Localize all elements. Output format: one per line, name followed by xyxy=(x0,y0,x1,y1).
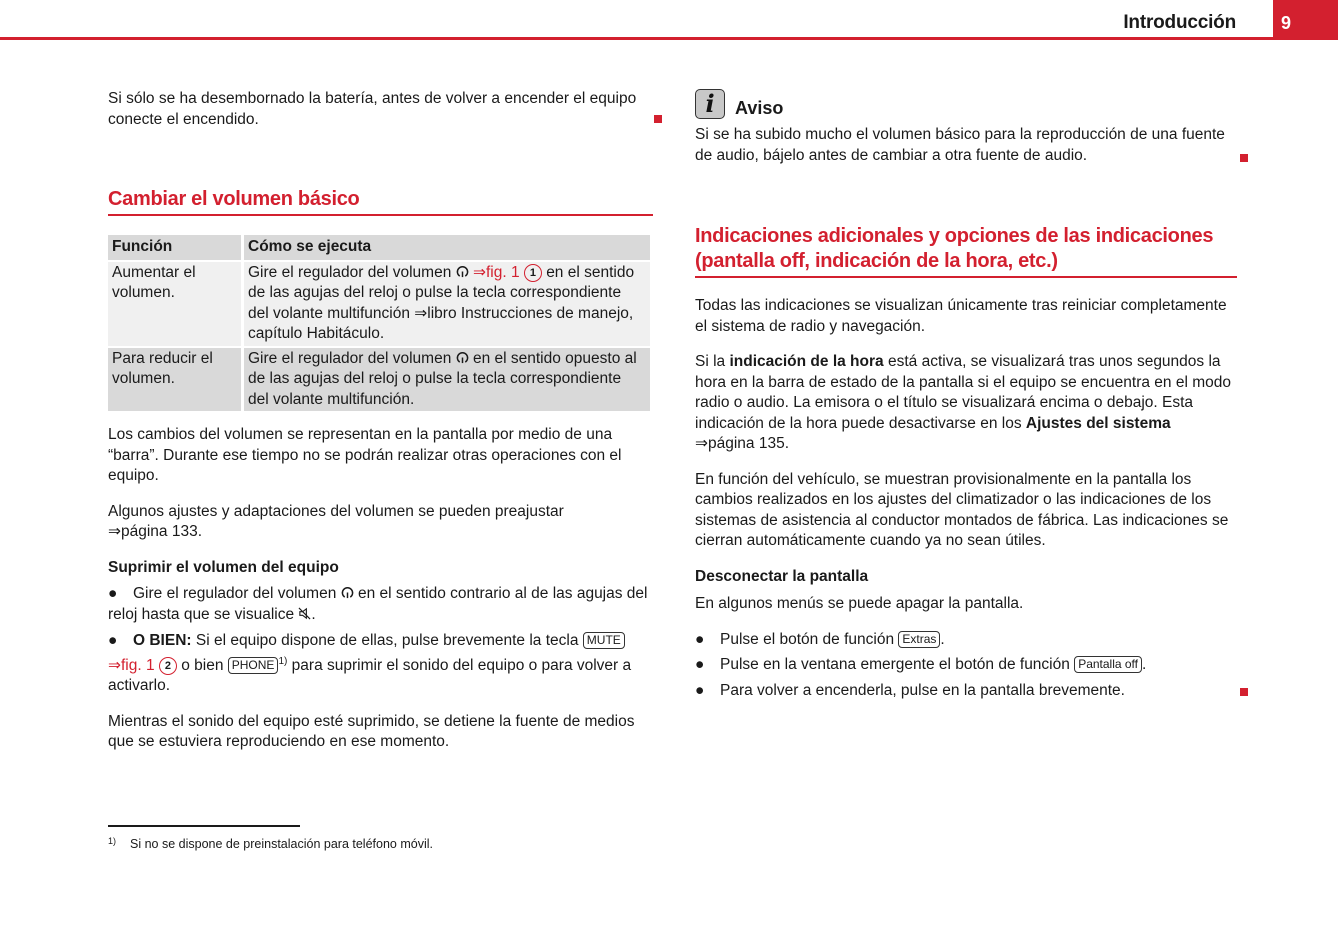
footnote-reference[interactable]: 1) xyxy=(278,655,288,667)
footnote-rule xyxy=(108,825,300,827)
page-number: 9 xyxy=(1281,13,1292,33)
footnote-text: Si no se dispone de preinstalación para teléfono móvil. xyxy=(130,837,433,851)
section-heading-volumen: Cambiar el volumen básico xyxy=(108,187,653,216)
paragraph-muted: Mientras el sonido del equipo esté suprimido, se detiene la fuente de medios que se estuviera reproduciendo en ese momento. xyxy=(108,712,635,751)
volume-knob-icon xyxy=(456,351,469,364)
figure-reference-link[interactable]: ⇒fig. 1 xyxy=(472,263,520,281)
notice-title: Aviso xyxy=(735,98,784,119)
function-table xyxy=(108,233,650,413)
section-title: Introducción xyxy=(1123,12,1236,33)
callout-number-1: 1 xyxy=(524,264,542,282)
section-heading-indicaciones: Indicaciones adicionales y opciones de las indicaciones (pantalla off, indicación de la hora, etc.) xyxy=(695,224,1237,278)
table-header-row xyxy=(108,235,650,260)
subheading-desconectar: Desconectar la pantalla xyxy=(695,567,869,585)
page-reference-link[interactable]: ⇒página 135. xyxy=(695,435,790,452)
list-item: ● Gire el regulador del volumen en el sentido contrario al de las agujas del reloj hasta que se visualice . xyxy=(108,585,648,623)
paragraph-2: Si la indicación de la hora está activa, se visualizará tras unos segundos la hora en la barra de estado de la pantalla si el equipo se encuentra en el modo radio o audio. La emisora o el título se visualizará encima o debajo. Esta indicación de la hora puede desactivarse en los Ajustes del sistema ⇒página 135. xyxy=(695,353,1231,452)
phone-key: PHONE xyxy=(228,657,279,674)
pantalla-off-key: Pantalla off xyxy=(1074,656,1142,673)
right-column xyxy=(695,89,1240,701)
paragraph-preset: Algunos ajustes y adaptaciones del volumen se pueden preajustar ⇒página 133. xyxy=(108,502,564,540)
list-item: ● Para volver a encenderla, pulse en la pantalla brevemente. xyxy=(695,681,1240,702)
list-item: ● Pulse en la ventana emergente el botón de función Pantalla off . xyxy=(695,655,1240,676)
figure-reference-link[interactable]: ⇒fig. 1 xyxy=(108,656,155,674)
paragraph-3: En función del vehículo, se muestran provisionalmente en la pantalla los cambios realizados en los ajustes del climatizador o las indicaciones de los sistemas de asistencia al conductor montados de fábrica. Las indicaciones se cierran automáticamente cuando ya no sean útiles. xyxy=(695,470,1229,549)
intro-paragraph: Si sólo se ha desembornado la batería, antes de volver a encender el equipo conecte el encendido. xyxy=(108,90,637,128)
header-rule xyxy=(0,37,1338,40)
footnote-marker: 1) xyxy=(108,836,117,846)
table-cell-how: Gire el regulador del volumen en el sentido opuesto al de las agujas del reloj o pulse la tecla correspondiente del volante multifunción. xyxy=(244,348,650,412)
table-cell-function: Aumentar el volumen. xyxy=(108,262,244,346)
end-mark xyxy=(1240,688,1248,696)
paragraph-4: En algunos menús se puede apagar la pantalla. xyxy=(695,595,1024,612)
list-item: ● Pulse el botón de función Extras . xyxy=(695,630,1240,651)
list-item: ● O BIEN: Si el equipo dispone de ellas, pulse brevemente la tecla MUTE ⇒fig. 1 2 o bien PHONE $^{1)}$ para suprimir el sonido del equipo o para volver a activarlo. xyxy=(108,632,632,695)
end-mark xyxy=(654,115,662,123)
volume-knob-icon xyxy=(341,586,354,599)
notice-text: Si se ha subido mucho el volumen básico para la reproducción de una fuente de audio, bájelo antes de cambiar a otra fuente de audio. xyxy=(695,126,1225,164)
table-cell-function: Para reducir el volumen. xyxy=(108,348,244,412)
callout-number-2: 2 xyxy=(159,657,177,675)
notice-header xyxy=(695,89,1240,119)
page-reference-link[interactable]: ⇒página 133. xyxy=(108,523,203,540)
end-mark xyxy=(1240,154,1248,162)
subheading-suprimir: Suprimir el volumen del equipo xyxy=(108,558,339,576)
table-header-funcion: Función xyxy=(108,235,244,260)
volume-knob-icon xyxy=(456,265,469,278)
paragraph-1: Todas las indicaciones se visualizan únicamente tras reiniciar completamente el sistema de radio y navegación. xyxy=(695,297,1227,335)
info-icon: i xyxy=(695,89,725,119)
bullet-dot: ● xyxy=(108,632,118,649)
footnote xyxy=(108,836,433,851)
bullet-dot: ● xyxy=(695,630,705,648)
extras-key: Extras xyxy=(898,631,940,648)
mute-speaker-icon xyxy=(298,607,311,620)
left-column xyxy=(108,89,653,753)
mute-key: MUTE xyxy=(583,632,625,649)
bullet-dot: ● xyxy=(695,656,705,673)
table-cell-how: Gire el regulador del volumen ⇒fig. 1 1 en el sentido de las agujas del reloj o pulse la tecla correspondiente del volante multifunción ⇒libro Instrucciones de manejo, capítulo Habitáculo. xyxy=(244,262,650,346)
table-row xyxy=(108,262,650,346)
bullet-dot: ● xyxy=(695,681,705,699)
table-row xyxy=(108,348,650,412)
bullet-dot: ● xyxy=(108,585,118,602)
paragraph-bar: Los cambios del volumen se representan en la pantalla por medio de una “barra”. Durante ese tiempo no se podrán realizar otras operaciones con el equipo. xyxy=(108,426,622,484)
table-header-como: Cómo se ejecuta xyxy=(244,235,650,260)
